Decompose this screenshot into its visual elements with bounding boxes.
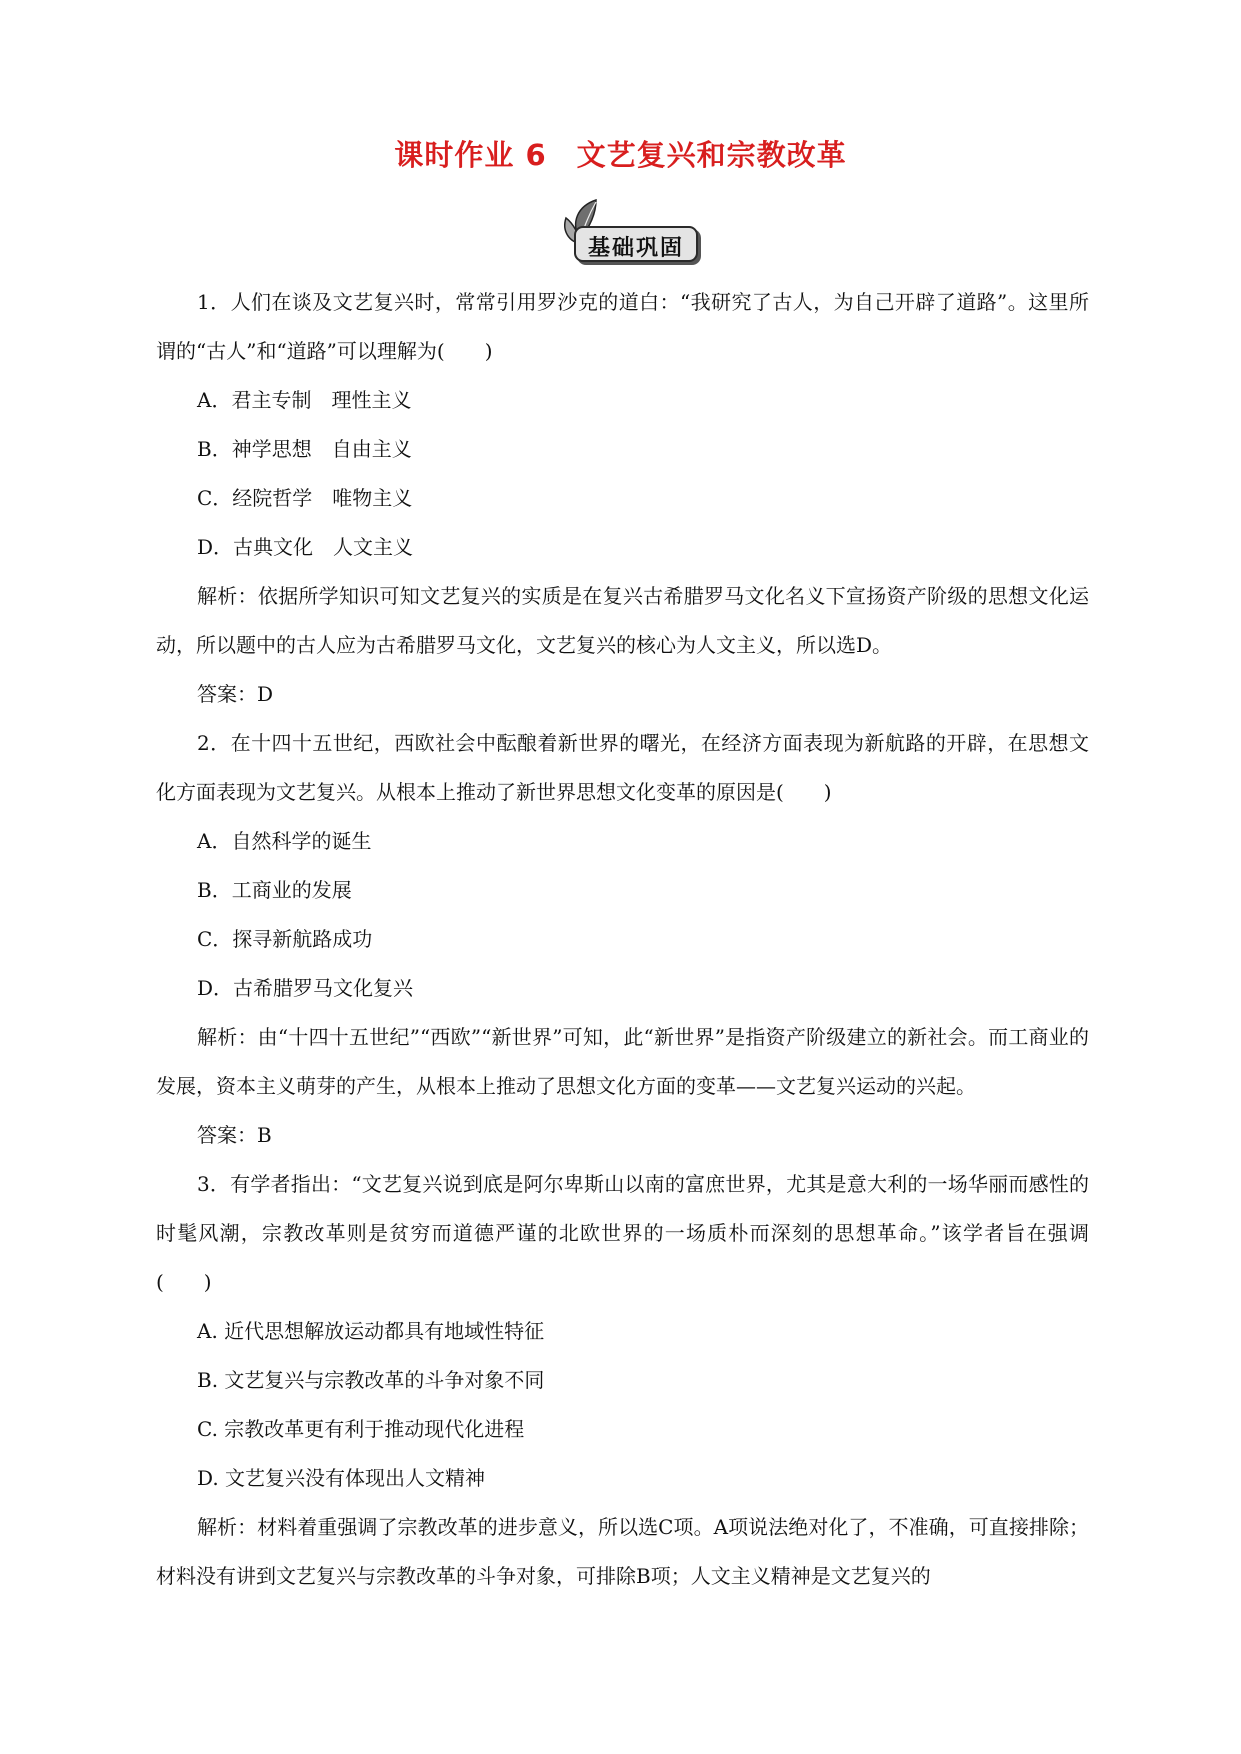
- question-2-option-d: D．古希腊罗马文化复兴: [197, 976, 414, 1000]
- question-3-option-b: B. 文艺复兴与宗教改革的斗争对象不同: [197, 1368, 545, 1392]
- question-1-option-b: B．神学思想 自由主义: [197, 437, 412, 461]
- question-1-analysis: 解析：依据所学知识可知文艺复兴的实质是在复兴古希腊罗马文化名义下宣扬资产阶级的思想文化运动，所以题中的古人应为古希腊罗马文化，文艺复兴的核心为人文主义，所以选D。: [156, 584, 1089, 657]
- question-1-answer: 答案：D: [197, 682, 274, 706]
- question-1-stem: 1．人们在谈及文艺复兴时，常常引用罗沙克的道白：“我研究了古人，为自己开辟了道路”。这里所谓的“古人”和“道路”可以理解为( ): [156, 290, 1089, 363]
- question-2-option-b: B．工商业的发展: [197, 878, 352, 902]
- question-2-answer: 答案：B: [197, 1123, 272, 1147]
- question-3-stem: 3．有学者指出：“文艺复兴说到底是阿尔卑斯山以南的富庶世界，尤其是意大利的一场华丽而感性的时髦风潮，宗教改革则是贫穷而道德严谨的北欧世界的一场质朴而深刻的思想革命。”该学者旨在强调( ): [156, 1172, 1089, 1294]
- question-list: [156, 278, 1089, 1601]
- question-3-option-a: A. 近代思想解放运动都具有地域性特征: [197, 1319, 545, 1343]
- question-3-option-d: D. 文艺复兴没有体现出人文精神: [197, 1466, 486, 1490]
- section-badge-box: [574, 226, 698, 262]
- question-2-analysis: 解析：由“十四十五世纪”“西欧”“新世界”可知，此“新世界”是指资产阶级建立的新社会。而工商业的发展，资本主义萌芽的产生，从根本上推动了思想文化方面的变革——文艺复兴运动的兴起。: [156, 1025, 1089, 1098]
- question-2-stem: 2．在十四十五世纪，西欧社会中酝酿着新世界的曙光，在经济方面表现为新航路的开辟，在思想文化方面表现为文艺复兴。从根本上推动了新世界思想文化变革的原因是( ): [156, 731, 1089, 804]
- section-badge-label: 基础巩固: [587, 236, 684, 261]
- page-title: 课时作业 6 文艺复兴和宗教改革: [394, 138, 847, 172]
- question-1-option-a: A．君主专制 理性主义: [197, 388, 412, 412]
- question-2-option-a: A．自然科学的诞生: [197, 829, 372, 853]
- question-3-option-c: C. 宗教改革更有利于推动现代化进程: [197, 1417, 525, 1441]
- question-3-analysis: 解析：材料着重强调了宗教改革的进步意义，所以选C项。A项说法绝对化了，不准确，可直接排除；材料没有讲到文艺复兴与宗教改革的斗争对象，可排除B项；人文主义精神是文艺复兴的: [156, 1515, 1089, 1588]
- question-1-option-d: D．古典文化 人文主义: [197, 535, 414, 559]
- question-1-option-c: C．经院哲学 唯物主义: [197, 486, 413, 510]
- section-badge: [556, 196, 706, 266]
- question-2-option-c: C．探寻新航路成功: [197, 927, 373, 951]
